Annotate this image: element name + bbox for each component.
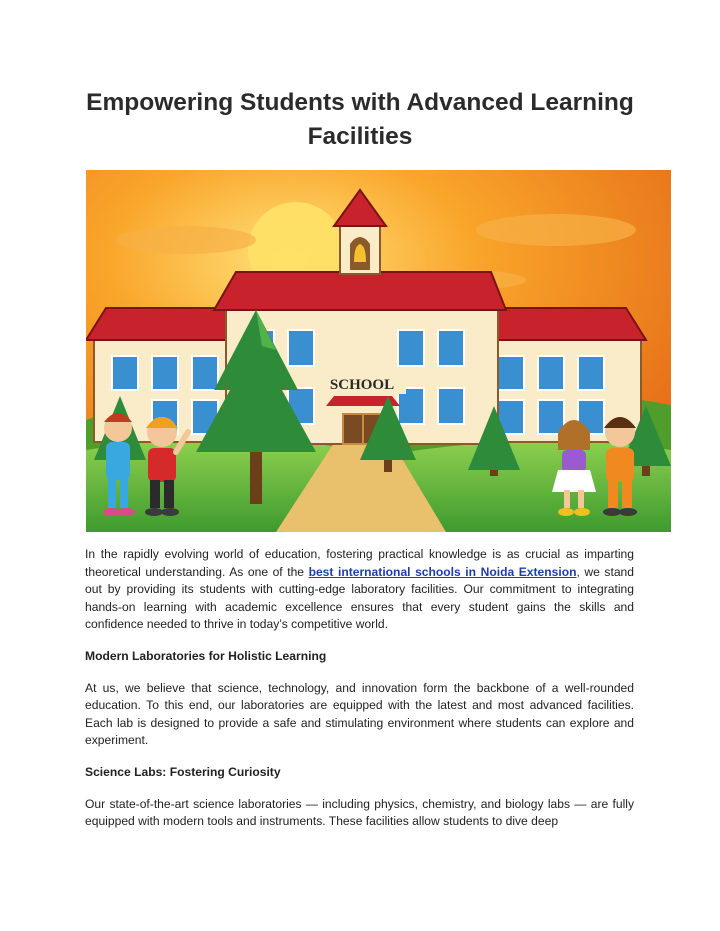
section-paragraph-labs: At us, we believe that science, technology, and innovation form the backbone of a well-rounded education. To this end, our laboratories are equipped with the latest and most advanced facilities. Each lab is designed to provide a safe and stimulating environment where students can explore and experiment. (85, 680, 634, 748)
article-body (85, 546, 634, 831)
section-heading-labs: Modern Laboratories for Holistic Learning (85, 648, 327, 663)
intro-text-after-link: , we stand out by providing its students with cutting-edge laboratory facilities. Our commitment to integrating hands-on learning with academic excellence ensures that every student gains the skills and confidence needed to thrive in today’s competitive world. (85, 564, 635, 632)
intro-paragraph (85, 546, 634, 634)
page-title: Empowering Students with Advanced Learning Facilities (86, 89, 634, 150)
school-sign-text: SCHOOL (329, 377, 395, 393)
section-paragraph-science: Our state-of-the-art science laboratories — including physics, chemistry, and biology labs — are fully equipped with modern tools and instruments. These facilities allow students to dive deep (85, 796, 634, 829)
intro-text-before-link: In the rapidly evolving world of education, fostering practical knowledge is as crucial as imparting theoretical understanding. As one of the (85, 547, 634, 579)
schools-noida-extension-link[interactable]: best international schools in Noida Extension (308, 564, 577, 579)
school-illustration (86, 170, 671, 532)
section-heading-science: Science Labs: Fostering Curiosity (85, 764, 281, 779)
